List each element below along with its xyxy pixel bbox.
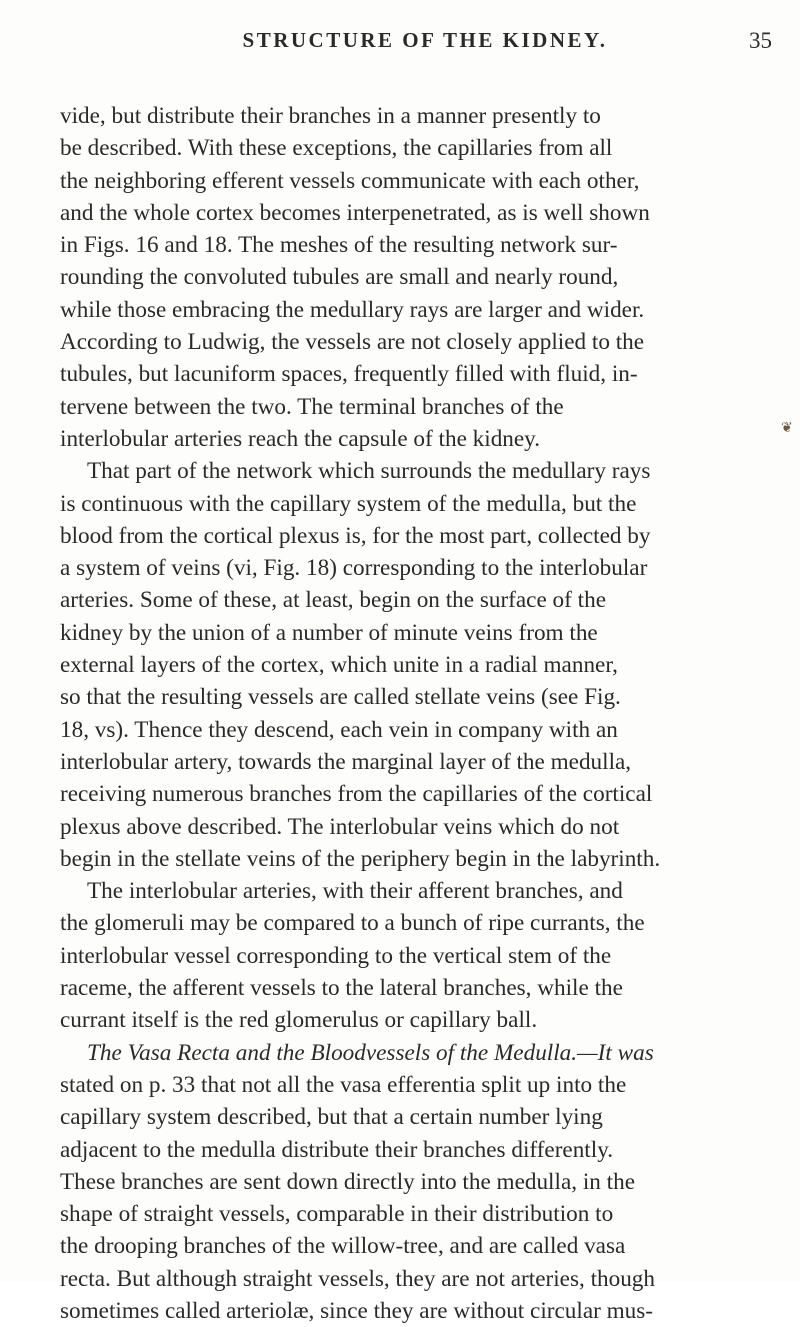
text-line: is continuous with the capillary system of the medulla, but the (60, 490, 637, 517)
text-line: the neighboring efferent vessels communicate with each other, (60, 167, 640, 194)
text-line: receiving numerous branches from the capillaries of the cortical (60, 781, 653, 808)
text-line: stated on p. 33 that not all the vasa efferentia split up into the (60, 1071, 627, 1098)
text-line: tervene between the two. The terminal branches of the (60, 393, 564, 420)
text-line: adjacent to the medulla distribute their branches differently. (60, 1136, 614, 1163)
text-line: tubules, but lacuniform spaces, frequently filled with fluid, in- (60, 361, 638, 388)
text-line: capillary system described, but that a certain number lying (60, 1104, 603, 1131)
section-heading-line: The Vasa Recta and the Bloodvessels of the Medulla.—It was (87, 1039, 654, 1066)
text-line: blood from the cortical plexus is, for the most part, collected by (60, 522, 651, 549)
text-line: These branches are sent down directly into the medulla, in the (60, 1168, 635, 1195)
text-line: kidney by the union of a number of minute veins from the (60, 619, 598, 646)
text-line: recta. But although straight vessels, they are not arteries, though (60, 1265, 655, 1292)
text-line: shape of straight vessels, comparable in their distribution to (60, 1201, 614, 1228)
text-line: be described. With these exceptions, the capillaries from all (60, 135, 613, 162)
text-line: interlobular arteries reach the capsule of the kidney. (60, 425, 541, 452)
text-line: rounding the convoluted tubules are small and nearly round, (60, 264, 619, 291)
text-line: while those embracing the medullary rays are larger and wider. (60, 296, 645, 323)
text-line: the drooping branches of the willow-tree, and are called vasa (60, 1233, 626, 1260)
text-line: begin in the stellate veins of the periphery begin in the labyrinth. (60, 845, 661, 872)
text-line: vide, but distribute their branches in a manner presently to (60, 103, 601, 129)
paragraph-first-line: The interlobular arteries, with their afferent branches, and (87, 878, 623, 905)
text-line: a system of veins (vi, Fig. 18) corresponding to the interlobular (60, 555, 648, 582)
text-line: and the whole cortex becomes interpenetrated, as is well shown (60, 199, 650, 226)
text-line: interlobular vessel corresponding to the vertical stem of the (60, 942, 612, 969)
paragraph-first-line: That part of the network which surrounds the medullary rays (87, 458, 651, 485)
text-line: 18, vs). Thence they descend, each vein in company with an (60, 716, 618, 743)
text-line: the glomeruli may be compared to a bunch of ripe currants, the (60, 910, 645, 937)
text-line: interlobular artery, towards the marginal layer of the medulla, (60, 748, 632, 775)
text-line: raceme, the afferent vessels to the lateral branches, while the (60, 975, 623, 1002)
text-line: in Figs. 16 and 18. The meshes of the resulting network sur- (60, 232, 618, 259)
text-line: currant itself is the red glomerulus or capillary ball. (60, 1007, 538, 1034)
running-head (60, 28, 772, 60)
text-line: According to Ludwig, the vessels are not closely applied to the (60, 329, 645, 356)
text-line: so that the resulting vessels are called stellate veins (see Fig. (60, 684, 621, 711)
text-line: sometimes called arteriolæ, since they are without circular mus- (60, 1297, 654, 1324)
text-line: external layers of the cortex, which unite in a radial manner, (60, 652, 618, 679)
page-number: 35 (749, 28, 772, 53)
running-title: STRUCTURE OF THE KIDNEY. (242, 28, 608, 52)
margin-mark-icon: ❦ (781, 421, 793, 436)
body-text (60, 100, 780, 1327)
text-line: arteries. Some of these, at least, begin on the surface of the (60, 587, 606, 614)
text-line: plexus above described. The interlobular veins which do not (60, 813, 620, 840)
